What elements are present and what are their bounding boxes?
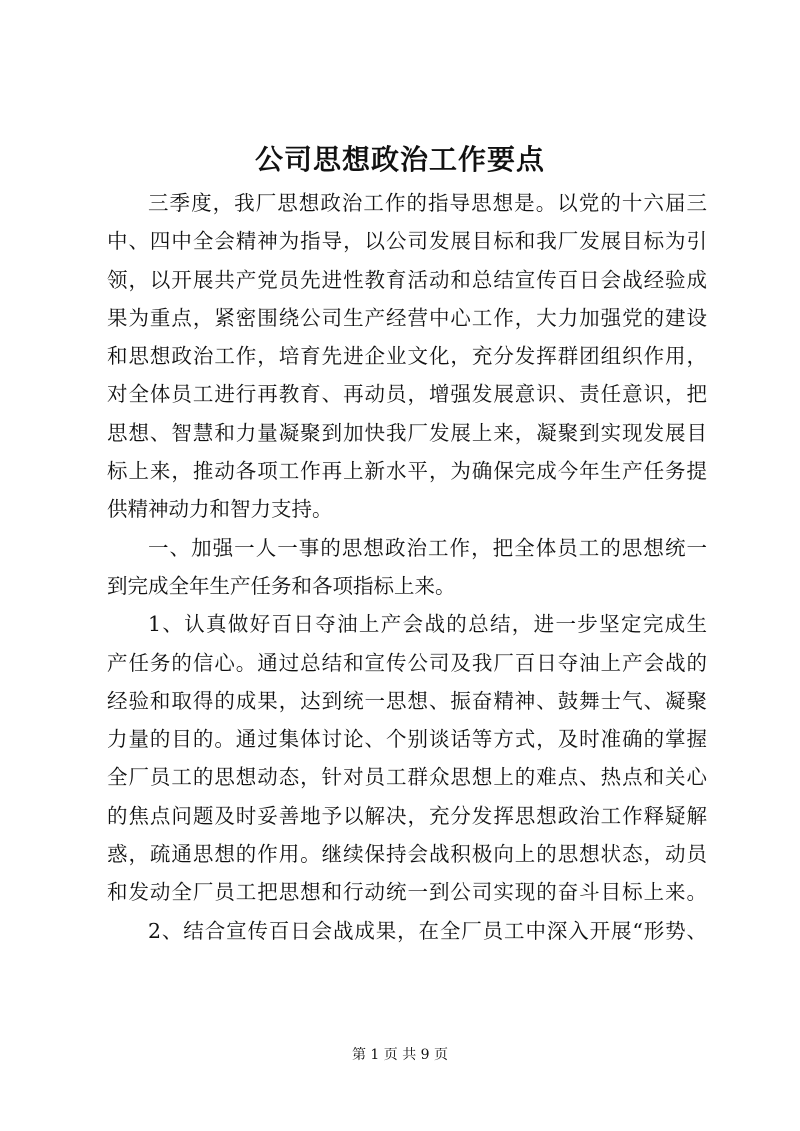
paragraph-line: 标上来，推动各项工作再上新水平，为确保完成今年生产任务提 xyxy=(107,459,707,484)
paragraph-line: 惑，疏通思想的作用。继续保持会战积极向上的思想状态，动员 xyxy=(107,842,707,867)
paragraph-line: 的焦点问题及时妥善地予以解决，充分发挥思想政治工作释疑解 xyxy=(107,803,707,828)
paragraph-line: 一、加强一人一事的思想政治工作，把全体员工的思想统一 xyxy=(148,535,707,560)
document-title: 公司思想政治工作要点 xyxy=(254,143,545,176)
paragraph-line: 对全体员工进行再教育、再动员，增强发展意识、责任意识，把 xyxy=(107,382,707,407)
paragraph-line: 全厂员工的思想动态，针对员工群众思想上的难点、热点和关心 xyxy=(107,765,707,790)
paragraph-line: 2、结合宣传百日会战成果，在全厂员工中深入开展“形势、 xyxy=(148,918,707,943)
page-footer: 第 1 页 共 9 页 xyxy=(351,1047,449,1063)
paragraph-line: 经验和取得的成果，达到统一思想、振奋精神、鼓舞士气、凝聚 xyxy=(107,688,707,713)
paragraph-line: 果为重点，紧密围绕公司生产经营中心工作，大力加强党的建设 xyxy=(107,305,707,330)
paragraph-line: 供精神动力和智力支持。 xyxy=(107,497,333,522)
paragraph-item-one xyxy=(107,605,707,911)
paragraph-line: 中、四中全会精神为指导，以公司发展目标和我厂发展目标为引 xyxy=(107,229,707,254)
paragraph-line: 力量的目的。通过集体讨论、个别谈话等方式，及时准确的掌握 xyxy=(107,727,707,752)
paragraph-line: 三季度，我厂思想政治工作的指导思想是。以党的十六届三 xyxy=(148,191,707,215)
paragraph-line: 领，以开展共产党员先进性教育活动和总结宣传百日会战经验成 xyxy=(107,267,707,292)
paragraph-line: 和思想政治工作，培育先进企业文化，充分发挥群团组织作用， xyxy=(107,344,707,369)
paragraph-line: 产任务的信心。通过总结和宣传公司及我厂百日夺油上产会战的 xyxy=(107,650,707,675)
paragraph-line: 思想、智慧和力量凝聚到加快我厂发展上来，凝聚到实现发展目 xyxy=(107,420,707,445)
paragraph-line: 和发动全厂员工把思想和行动统一到公司实现的奋斗目标上来。 xyxy=(107,880,707,905)
paragraph-intro xyxy=(107,184,707,529)
paragraph-item-two xyxy=(107,912,707,950)
document-body xyxy=(107,184,707,950)
paragraph-line: 到完成全年生产任务和各项指标上来。 xyxy=(107,573,456,598)
paragraph-line: 1、认真做好百日夺油上产会战的总结，进一步坚定完成生 xyxy=(148,612,707,637)
paragraph-section-one xyxy=(107,529,707,606)
